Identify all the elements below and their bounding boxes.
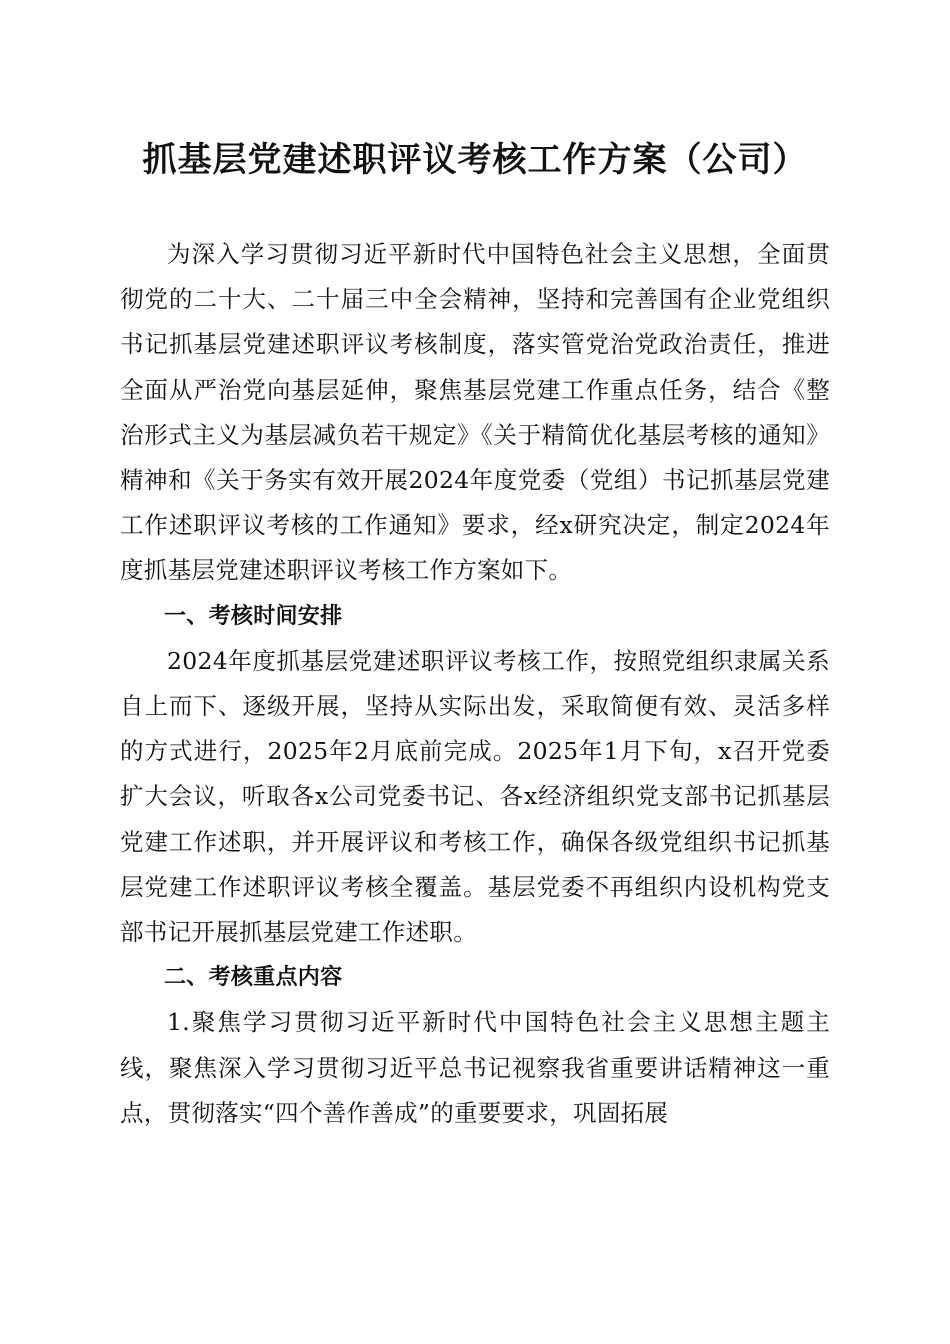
document-title: 抓基层党建述职评议考核工作方案（公司）: [142, 140, 808, 180]
key-content-paragraph: 1.聚焦学习贯彻习近平新时代中国特色社会主义思想主题主线，聚焦深入学习贯彻习近平总书记视察我省重要讲话精神这一重点，贯彻落实“四个善作善成”的重要要求，巩固拓展: [120, 1008, 830, 1127]
intro-paragraph: 为深入学习贯彻习近平新时代中国特色社会主义思想，全面贯彻党的二十大、二十届三中全会精神，坚持和完善国有企业党组织书记抓基层党建述职评议考核制度，落实管党治党政治责任，推进全面从严治党向基层延伸，聚焦基层党建工作重点任务，结合《整治形式主义为基层减负若干规定》《关于精简优化基层考核的通知》精神和《关于务实有效开展2024年度党委（党组）书记抓基层党建工作述职评议考核的工作通知》要求，经x研究决定，制定2024年度抓基层党建述职评议考核工作方案如下。: [120, 240, 830, 585]
section-heading-key-content: 二、考核重点内容: [164, 965, 343, 991]
section-heading-schedule: 一、考核时间安排: [164, 603, 343, 629]
schedule-paragraph: 2024年度抓基层党建述职评议考核工作，按照党组织隶属关系自上而下、逐级开展，坚持从实际出发，采取简便有效、灵活多样的方式进行，2025年2月底前完成。2025年1月下旬，x召开党委扩大会议，听取各x公司党委书记、各x经济组织党支部书记抓基层党建工作述职，并开展评议和考核工作，确保各级党组织书记抓基层党建工作述职评议考核全覆盖。基层党委不再组织内设机构党支部书记开展抓基层党建工作述职。: [120, 646, 830, 947]
document-body: [120, 232, 830, 1136]
